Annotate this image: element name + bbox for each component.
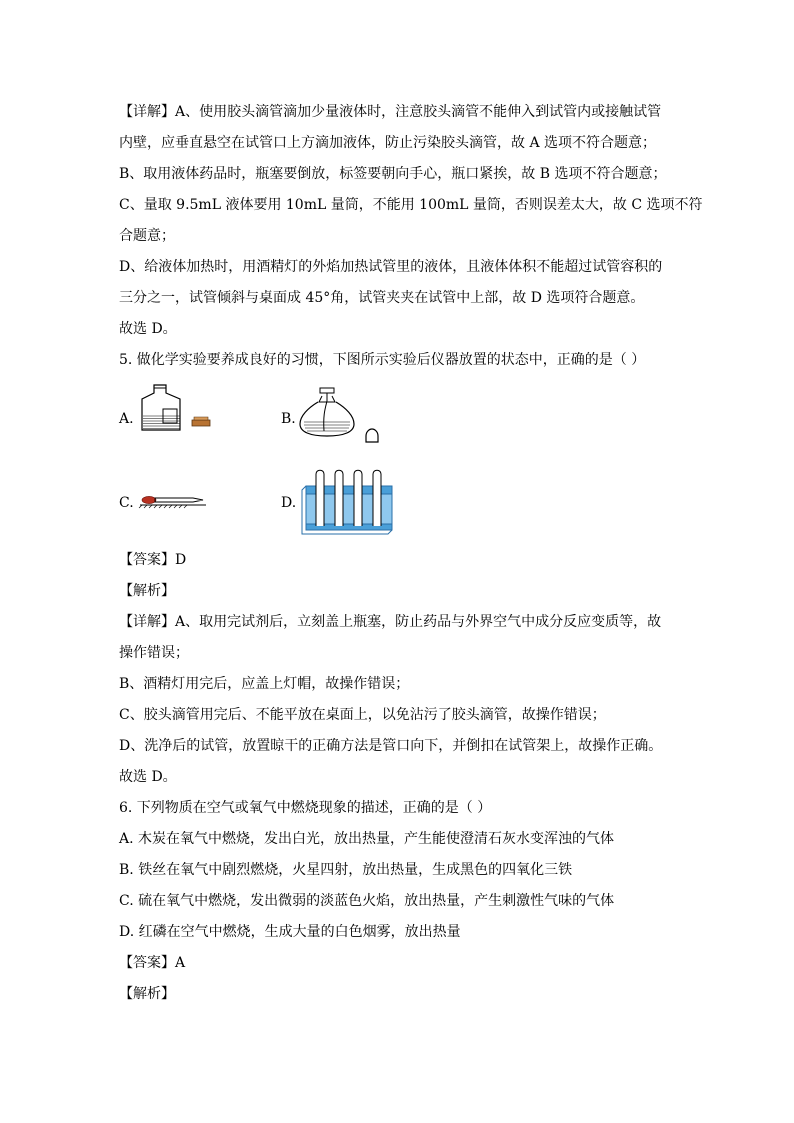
- answer-6: 【答案】A: [119, 955, 186, 971]
- figure-label-d: D.: [281, 495, 297, 511]
- figure-label-c: C.: [119, 495, 134, 511]
- detail-5-line-2: 操作错误；: [119, 645, 189, 661]
- reagent-bottle-figure: [136, 382, 216, 432]
- explanation-line-1: 【详解】A、使用胶头滴管滴加少量液体时，注意胶头滴管不能伸入到试管内或接触试管: [119, 104, 662, 120]
- analysis-heading-6: 【解析】: [119, 986, 175, 1002]
- explanation-line-5: 合题意；: [119, 228, 175, 244]
- dropper-figure: [138, 493, 210, 509]
- question-6-option-c: C. 硫在氧气中燃烧，发出微弱的淡蓝色火焰，放出热量，产生刺激性气味的气体: [119, 893, 615, 909]
- question-6-option-d: D. 红磷在空气中燃烧，生成大量的白色烟雾，放出热量: [119, 924, 461, 940]
- explanation-line-7: 三分之一，试管倾斜与桌面成 45°角，试管夹夹在试管中上部，故 D 选项符合题意。: [119, 290, 645, 306]
- question-6-stem: 6. 下列物质在空气或氧气中燃烧现象的描述，正确的是（ ）: [119, 800, 492, 816]
- conclusion-line: 故选 D。: [119, 321, 177, 337]
- detail-5-line-5: D、洗净后的试管，放置晾干的正确方法是管口向下，并倒扣在试管架上，故操作正确。: [119, 738, 663, 754]
- question-6-option-b: B. 铁丝在氧气中剧烈燃烧，火星四射，放出热量，生成黑色的四氧化三铁: [119, 862, 573, 878]
- answer-5: 【答案】D: [119, 552, 187, 568]
- question-6-option-a: A. 木炭在氧气中燃烧，发出白光，放出热量，产生能使澄清石灰水变浑浊的气体: [119, 831, 615, 847]
- test-tube-rack-figure: [300, 466, 396, 536]
- explanation-line-6: D、给液体加热时，用酒精灯的外焰加热试管里的液体，且液体体积不能超过试管容积的: [119, 259, 663, 275]
- explanation-line-4: C、量取 9.5mL 液体要用 10mL 量筒，不能用 100mL 量筒，否则误差太大，故 C 选项不符: [119, 197, 703, 213]
- figure-label-b: B.: [281, 411, 296, 427]
- figure-label-a: A.: [119, 411, 134, 427]
- question-5-stem: 5. 做化学实验要养成良好的习惯，下图所示实验后仪器放置的状态中，正确的是（ ）: [119, 352, 646, 368]
- detail-5-line-1: 【详解】A、取用完试剂后，立刻盖上瓶塞，防止药品与外界空气中成分反应变质等，故: [119, 614, 662, 630]
- alcohol-lamp-figure: [296, 386, 388, 446]
- analysis-heading-5: 【解析】: [119, 583, 175, 599]
- explanation-line-3: B、取用液体药品时，瓶塞要倒放，标签要朝向手心，瓶口紧挨，故 B 选项不符合题意；: [119, 166, 667, 182]
- detail-5-line-4: C、胶头滴管用完后、不能平放在桌面上，以免沾污了胶头滴管，故操作错误；: [119, 707, 606, 723]
- explanation-line-2: 内壁，应垂直悬空在试管口上方滴加液体，防止污染胶头滴管，故 A 选项不符合题意；: [119, 135, 657, 151]
- detail-5-line-3: B、酒精灯用完后，应盖上灯帽，故操作错误；: [119, 676, 410, 692]
- conclusion-5: 故选 D。: [119, 769, 177, 785]
